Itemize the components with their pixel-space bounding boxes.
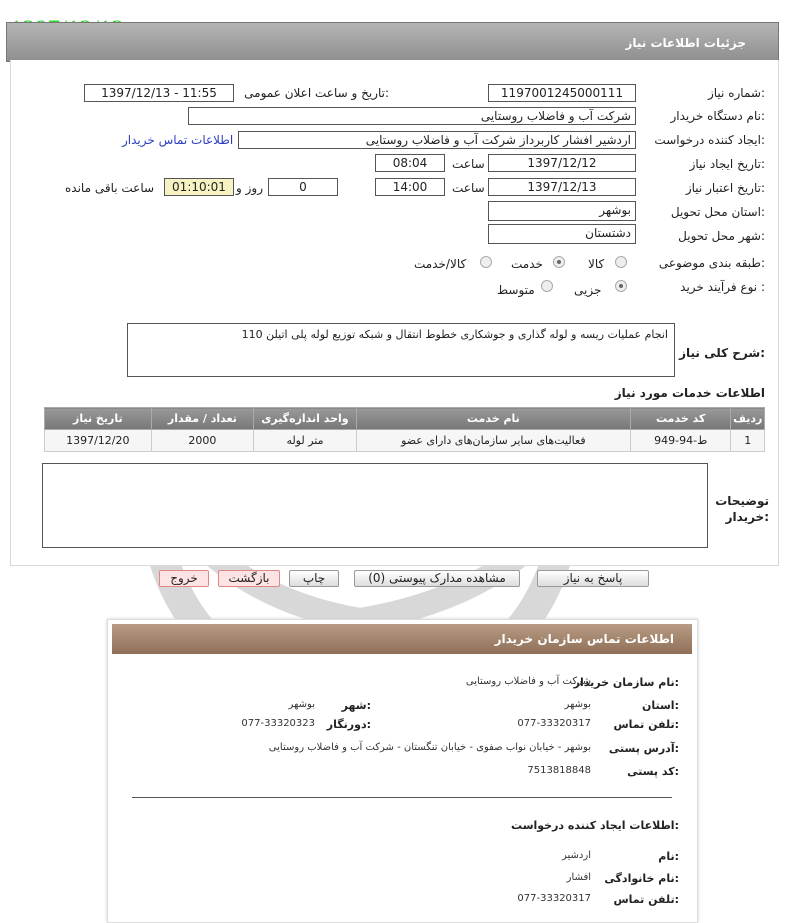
process-partial-label: جزیی <box>574 283 602 297</box>
cell-service-code: ط-94-949 <box>630 430 731 452</box>
buyer-notes-textarea[interactable] <box>42 463 708 548</box>
province-field[interactable]: بوشهر <box>488 201 636 221</box>
cell-service-name: فعالیت‌های سایر سازمان‌های دارای عضو <box>356 430 630 452</box>
announce-label: تاریخ و ساعت اعلان عمومی: <box>244 86 389 100</box>
description-text: انجام عملیات ریسه و لوله گذاری و جوشکاری خطوط انتقال و شبکه توزیع لوله پلی اتیلن 110 <box>241 328 668 341</box>
buyer-field[interactable]: شرکت آب و فاضلاب روستایی <box>188 107 636 125</box>
panel-phone-label: تلفن تماس: <box>613 718 679 731</box>
panel-address-label: آدرس پستی: <box>608 742 679 755</box>
services-table-wrap <box>44 407 765 452</box>
services-title: اطلاعات خدمات مورد نیاز <box>614 386 765 400</box>
exit-button[interactable]: خروج <box>159 570 209 587</box>
print-button[interactable]: چاپ <box>289 570 339 587</box>
buyer-contact-link[interactable]: اطلاعات تماس خریدار <box>122 133 234 147</box>
panel-city-label: شهر: <box>341 699 371 712</box>
description-textarea[interactable] <box>127 323 675 377</box>
cell-quantity: 2000 <box>151 430 254 452</box>
created-date-field[interactable]: 1397/12/12 <box>488 154 636 172</box>
panel-postal-label: کد پستی: <box>627 765 679 778</box>
city-field[interactable]: دشتستان <box>488 224 636 244</box>
category-both-label: کالا/خدمت <box>414 257 467 271</box>
category-goods-label: کالا <box>588 257 605 271</box>
category-service-radio[interactable] <box>553 256 565 268</box>
col-service-name: نام خدمت <box>356 408 630 430</box>
description-label: شرح کلی نیاز: <box>679 346 765 360</box>
creator-family-value: افشار <box>566 872 591 883</box>
reply-button[interactable]: پاسخ به نیاز <box>537 570 649 587</box>
days-remaining-field[interactable]: 0 <box>268 178 338 196</box>
col-quantity: تعداد / مقدار <box>151 408 254 430</box>
panel-province-value: بوشهر <box>564 699 591 710</box>
category-service-label: خدمت <box>511 257 543 271</box>
creator-info-title: اطلاعات ایجاد کننده درخواست: <box>511 819 679 832</box>
panel-fax-value: 077-33320323 <box>241 718 315 729</box>
col-service-code: کد خدمت <box>630 408 731 430</box>
org-value: شرکت آب و فاضلاب روستایی <box>465 676 591 687</box>
time-remaining-label: ساعت باقی مانده <box>65 181 155 195</box>
creator-name-value: اردشیر <box>562 850 591 861</box>
created-time-label: ساعت <box>452 157 485 171</box>
valid-time-field[interactable]: 14:00 <box>375 178 445 196</box>
creator-phone-label: تلفن تماس: <box>613 893 679 906</box>
cell-row: 1 <box>731 430 765 452</box>
valid-date-label: تاریخ اعتبار نیاز: <box>685 181 765 195</box>
col-unit: واحد اندازه‌گیری <box>254 408 357 430</box>
buyer-contact-panel <box>107 619 698 923</box>
services-table <box>44 407 765 452</box>
attachments-button[interactable]: مشاهده مدارک پیوستی (0) <box>354 570 520 587</box>
process-partial-radio[interactable] <box>615 280 627 292</box>
org-label: نام سازمان خریدار: <box>573 676 679 689</box>
creator-family-label: نام خانوادگی: <box>604 872 679 885</box>
category-label: طبقه بندی موضوعی: <box>658 256 765 270</box>
page-header <box>6 22 779 62</box>
panel-province-label: استان: <box>641 699 679 712</box>
buyer-notes-label: توضیحات خریدار: <box>715 494 769 524</box>
panel-postal-value: 7513818848 <box>527 765 591 776</box>
time-remaining-field[interactable]: 01:10:01 <box>164 178 234 196</box>
panel-fax-label: دورنگار: <box>326 718 371 731</box>
need-number-label: شماره نیاز: <box>707 86 765 100</box>
cell-unit: متر لوله <box>254 430 357 452</box>
creator-label: ایجاد کننده درخواست: <box>654 133 765 147</box>
days-label: روز و <box>236 181 263 195</box>
process-medium-label: متوسط <box>497 283 535 297</box>
panel-city-value: بوشهر <box>288 699 315 710</box>
col-need-date: تاریخ نیاز <box>45 408 152 430</box>
process-medium-radio[interactable] <box>541 280 553 292</box>
col-row: ردیف <box>731 408 765 430</box>
valid-date-field[interactable]: 1397/12/13 <box>488 178 636 196</box>
announce-field[interactable]: 1397/12/13 - 11:55 <box>84 84 234 102</box>
process-label: نوع فرآیند خرید : <box>680 280 765 294</box>
created-date-label: تاریخ ایجاد نیاز: <box>689 157 765 171</box>
back-button[interactable]: بازگشت <box>218 570 280 587</box>
valid-time-label: ساعت <box>452 181 485 195</box>
creator-field[interactable]: اردشیر افشار کاربرداز شرکت آب و فاضلاب روستایی <box>238 131 636 149</box>
buyer-label: نام دستگاه خریدار: <box>670 109 765 123</box>
created-time-field[interactable]: 08:04 <box>375 154 445 172</box>
panel-phone-value: 077-33320317 <box>517 718 591 729</box>
panel-header <box>112 624 692 654</box>
panel-title: اطلاعات تماس سازمان خریدار <box>494 632 674 646</box>
services-header-row <box>45 408 765 430</box>
table-row[interactable] <box>45 430 765 452</box>
panel-divider <box>132 797 672 798</box>
creator-name-label: نام: <box>658 850 679 863</box>
category-goods-radio[interactable] <box>615 256 627 268</box>
city-label: شهر محل تحویل: <box>678 229 765 243</box>
creator-phone-value: 077-33320317 <box>517 893 591 904</box>
need-number-field[interactable]: 1197001245000111 <box>488 84 636 102</box>
category-both-radio[interactable] <box>480 256 492 268</box>
province-label: استان محل تحویل: <box>670 205 765 219</box>
page-title: جزئیات اطلاعات نیاز <box>625 36 746 50</box>
cell-need-date: 1397/12/20 <box>45 430 152 452</box>
panel-address-value: بوشهر - خیابان نواب صفوی - خیابان تنگستان - شرکت آب و فاضلاب روستایی <box>268 742 591 753</box>
